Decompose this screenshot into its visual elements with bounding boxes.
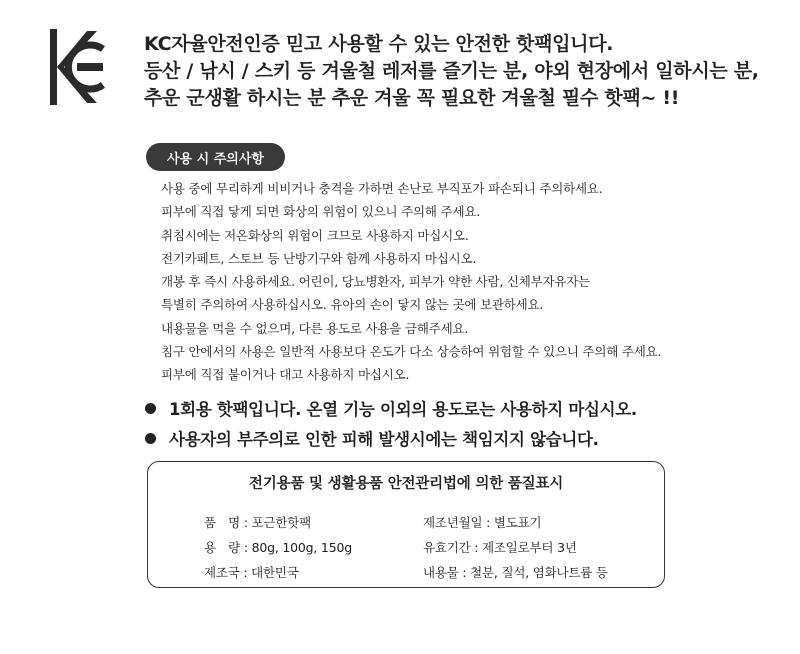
intro-line: 등산 / 낚시 / 스키 등 겨울철 레저를 즐기는 분, 야외 현장에서 일하시는 분, (144, 60, 759, 82)
quality-item: 제조년월일 : 별도표기 (423, 515, 542, 530)
quality-item: 내용물 : 철분, 질석, 염화나트륨 등 (423, 565, 608, 580)
caution-item: 침구 안에서의 사용은 일반적 사용보다 온도가 다소 상승하여 위험할 수 있으니 주의해 주세요. (161, 344, 662, 360)
intro-text (144, 31, 784, 112)
notice-text: 1회용 핫팩입니다. 온열 기능 이외의 용도로는 사용하지 마십시오. (169, 400, 637, 419)
caution-item: 내용물을 먹을 수 없으며, 다른 용도로 사용을 금해주세요. (161, 320, 469, 336)
cautions-heading: 사용 시 주의사항 (146, 143, 285, 171)
quality-label-box (147, 461, 665, 588)
caution-item: 전기카페트, 스토브 등 난방기구와 함께 사용하지 마십시오. (161, 250, 477, 266)
bullet-icon (145, 433, 156, 444)
bullet-icon (145, 403, 156, 414)
notice-item (145, 423, 785, 453)
quality-item: 유효기간 : 제조일로부터 3년 (423, 540, 577, 555)
intro-line: 추운 군생활 하시는 분 추운 겨울 꼭 필요한 겨울철 필수 핫팩~ !! (144, 87, 680, 109)
notice-list (145, 393, 785, 453)
caution-item: 특별히 주의하여 사용하십시오. 유아의 손이 닿지 않는 곳에 보관하세요. (161, 297, 544, 313)
notice-text: 사용자의 부주의로 인한 피해 발생시에는 책임지지 않습니다. (169, 430, 599, 449)
quality-item: 제조국 : 대한민국 (204, 565, 299, 580)
quality-item: 품 명 : 포근한핫팩 (204, 515, 311, 530)
caution-item: 피부에 직접 붙이거나 대고 사용하지 마십시오. (161, 367, 410, 383)
caution-item: 피부에 직접 닿게 되면 화상의 위험이 있으니 주의해 주세요. (161, 204, 480, 220)
quality-left-column (204, 510, 352, 585)
kc-certification-logo (47, 27, 105, 107)
caution-item: 개봉 후 즉시 사용하세요. 어린이, 당뇨병환자, 피부가 약한 사람, 신체부자유자는 (161, 274, 591, 290)
quality-item: 용 량 : 80g, 100g, 150g (204, 540, 352, 555)
cautions-list (161, 177, 781, 387)
caution-item: 사용 중에 무리하게 비비거나 충격을 가하면 손난로 부직포가 파손되니 주의하세요. (161, 181, 603, 196)
intro-line: KC자율안전인증 믿고 사용할 수 있는 안전한 핫팩입니다. (144, 33, 614, 55)
notice-item (145, 393, 785, 423)
caution-item: 취침시에는 저온화상의 위험이 크므로 사용하지 마십시오. (161, 227, 469, 243)
quality-title: 전기용품 및 생활용품 안전관리법에 의한 품질표시 (248, 476, 564, 492)
quality-right-column (423, 510, 608, 585)
